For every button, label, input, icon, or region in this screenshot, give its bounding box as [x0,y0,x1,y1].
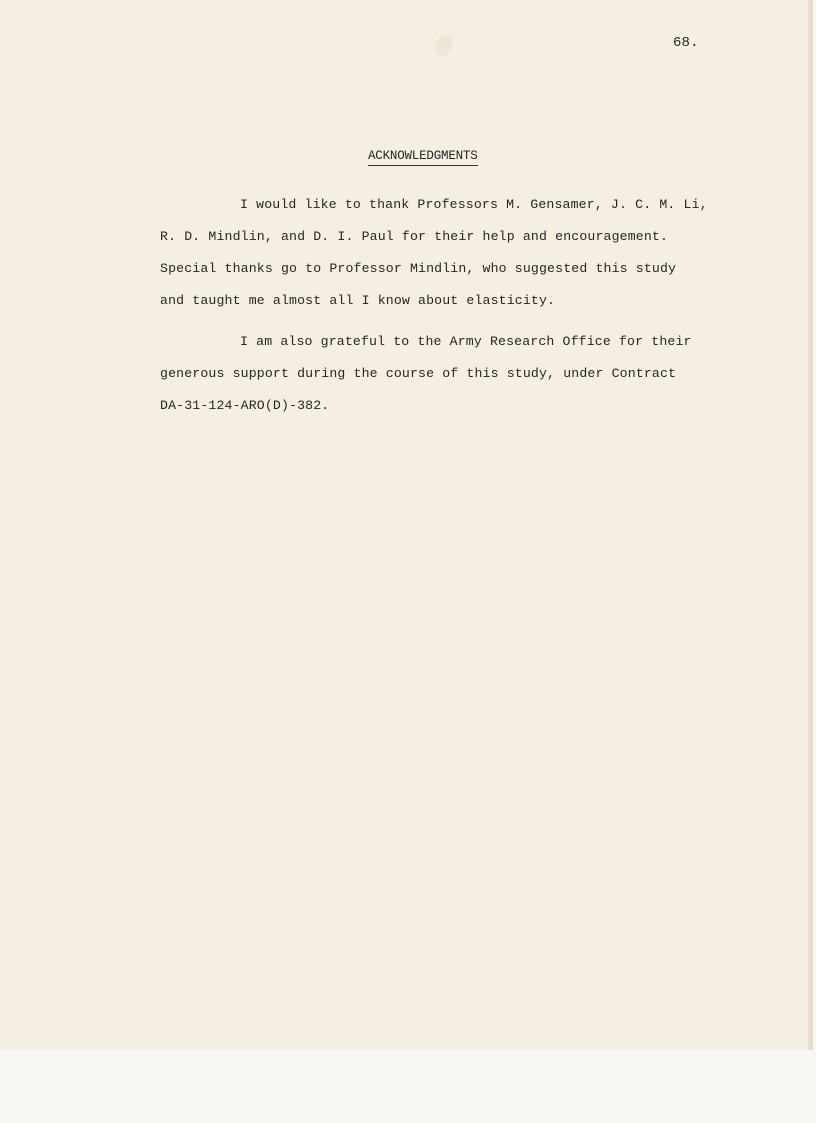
paragraph-1-line-3: Special thanks go to Professor Mindlin, who suggested this study [160,261,677,276]
paper-edge [808,0,812,1050]
paragraph-2-line-3: DA-31-124-ARO(D)-382. [160,398,330,413]
paragraph-2-line-1: I am also grateful to the Army Research Office for their [240,334,692,349]
acknowledgments-heading: ACKNOWLEDGMENTS [368,149,478,166]
paragraph-2-line-2: generous support during the course of this study, under Contract [160,366,677,381]
paragraph-1-line-4: and taught me almost all I know about elasticity. [160,293,556,308]
paragraph-1-line-2: R. D. Mindlin, and D. I. Paul for their help and encouragement. [160,229,669,244]
paragraph-1-line-1: I would like to thank Professors M. Gensamer, J. C. M. Li, [240,197,708,212]
page-number: 68. [673,35,699,51]
